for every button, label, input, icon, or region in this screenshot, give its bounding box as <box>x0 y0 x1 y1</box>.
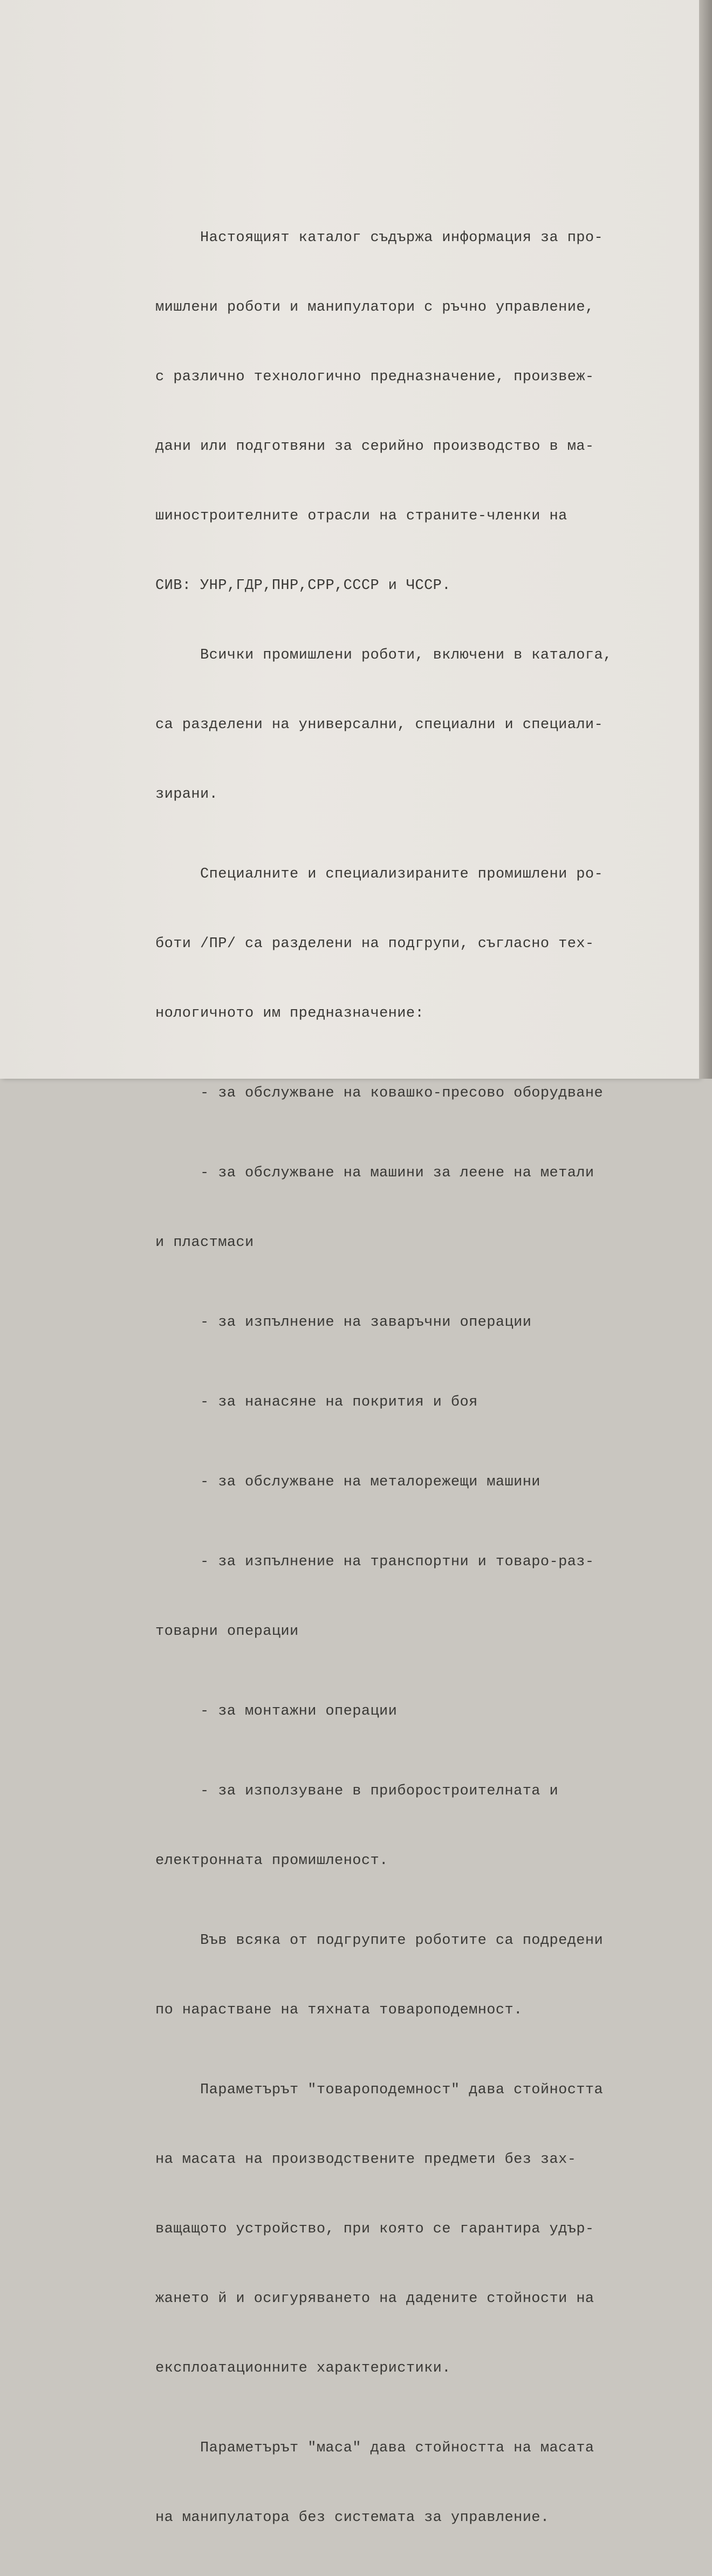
list-item: - за обслужване на машини за леене на метали <box>200 1165 594 1181</box>
text-line: Всички промишлени роботи, включени в каталога, <box>200 647 612 663</box>
text-line: на манипулатора без системата за управление. <box>155 2510 550 2526</box>
text-line: Параметърът "маса" дава стойността на масата <box>200 2440 594 2456</box>
list-item: - за монтажни операции <box>200 1703 398 1719</box>
text-line: експлоатационните характеристики. <box>155 2360 451 2376</box>
text-line: нологичното им предназначение: <box>155 1005 425 1022</box>
list-item: - за нанасяне на покрития и боя <box>200 1394 478 1410</box>
body-text <box>155 180 641 2576</box>
text-line: мишлени роботи и манипулатори с ръчно управление, <box>155 299 594 316</box>
page-edge-shadow <box>699 0 712 1079</box>
text-line: по нарастване на тяхната товароподемност. <box>155 2002 523 2018</box>
text-line: и пластмаси <box>155 1235 254 1251</box>
text-line: ващащото устройство, при която се гарантира удър- <box>155 2221 594 2237</box>
text-line: Във всяка от подгрупите роботите са подредени <box>200 1933 604 1949</box>
list-item: - за обслужване на ковашко-пресово оборудване <box>200 1085 604 1101</box>
list-item: - за изпълнение на заваръчни операции <box>200 1314 532 1331</box>
list-item: - за изпълнение на транспортни и товаро-раз- <box>200 1554 594 1570</box>
text-line: Настоящият каталог съдържа информация за про- <box>200 230 604 246</box>
list-item: - за използуване в приборостроителната и <box>200 1783 559 1799</box>
text-line: са разделени на универсални, специални и специали- <box>155 717 604 733</box>
text-line: Параметърът "товароподемност" дава стойността <box>200 2082 604 2098</box>
text-line: СИВ: УНР,ГДР,ПНР,СРР,СССР и ЧССР. <box>155 578 451 594</box>
text-line: боти /ПР/ са разделени на подгрупи, съгласно тех- <box>155 936 594 952</box>
text-line: шиностроителните отрасли на страните-членки на <box>155 508 567 524</box>
list-item: - за обслужване на металорежещи машини <box>200 1474 540 1490</box>
text-line: зирани. <box>155 786 218 803</box>
text-line: дани или подготвяни за серийно производство в ма- <box>155 439 594 455</box>
text-line: на масата на производствените предмети без зах- <box>155 2152 577 2168</box>
text-line: товарни операции <box>155 1623 299 1640</box>
text-line: жането й и осигуряването на дадените стойности на <box>155 2291 594 2307</box>
text-line: Специалните и специализираните промишлени ро- <box>200 866 604 882</box>
text-line: с различно технологично предназначение, произвеж- <box>155 369 594 385</box>
text-line: електронната промишленост. <box>155 1853 388 1869</box>
